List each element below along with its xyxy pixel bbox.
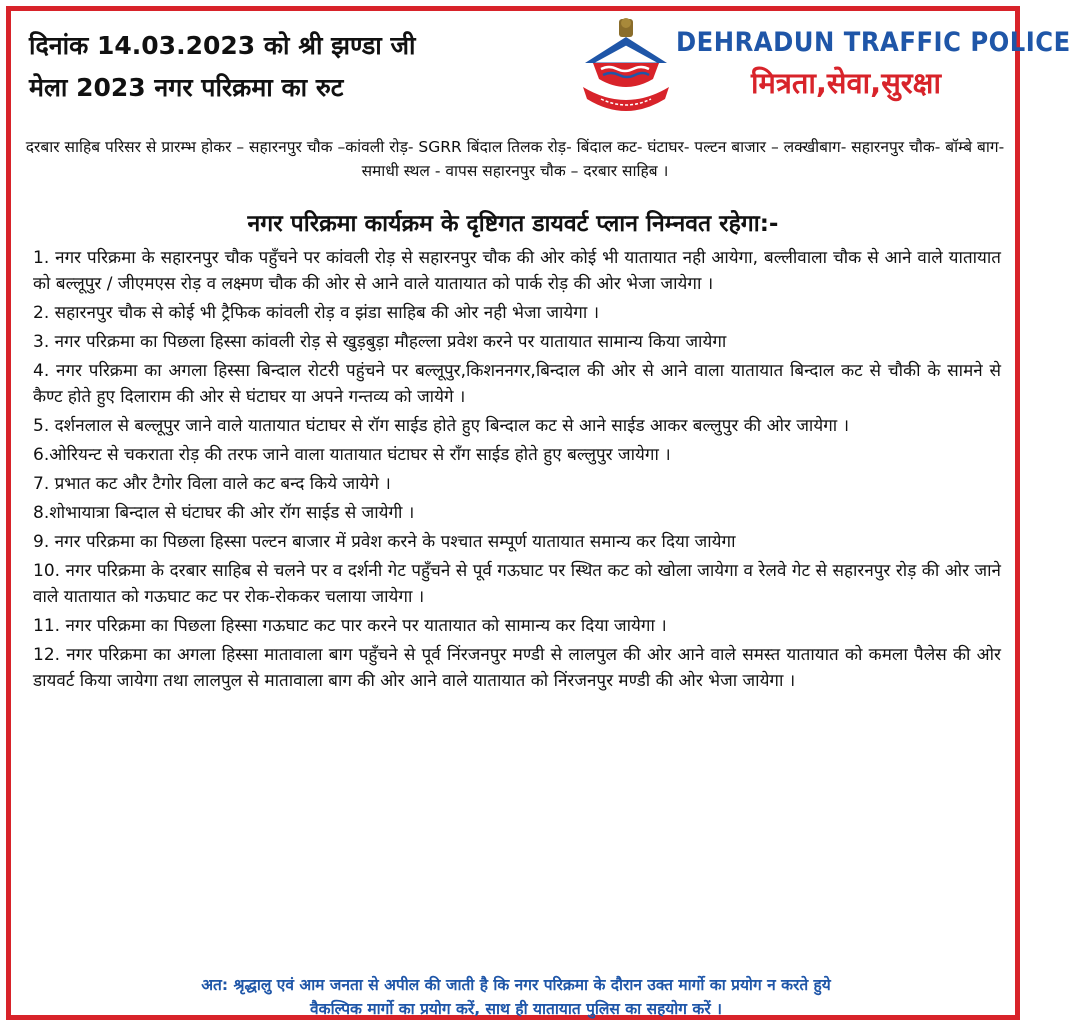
title-line-1: दिनांक 14.03.2023 को श्री झण्डा जी: [29, 31, 416, 60]
list-item: 9. नगर परिक्रमा का पिछला हिस्सा पल्टन बाजार में प्रवेश करने के पश्चात सम्पूर्ण यातायात समान्य कर दिया जायेगा: [33, 532, 736, 552]
diversion-points-list: [33, 245, 1001, 697]
list-item: 11. नगर परिक्रमा का पिछला हिस्सा गऊघाट कट पार करने पर यातायात को सामान्य कर दिया जायेगा ।: [33, 616, 667, 636]
list-item: 1. नगर परिक्रमा के सहारनपुर चौक पहुँचने पर कांवली रोड़ से सहारनपुर चौक की ओर कोई भी यातायात नही आयेगा, बल्लीवाला चौक से आने वाले यातायात को बल्लूपुर / जीएमएस रोड़ व लक्ष्मण चौक की ओर से आने वाले यातायात को पार्क रोड़ की ओर भेजा जायेगा ।: [33, 248, 1001, 294]
list-item: 6.ओरियन्ट से चकराता रोड़ की तरफ जाने वाला यातायात घंटाघर से रॉंग साईड होते हुए बल्लुपुर जायेगा ।: [33, 445, 671, 465]
uttarakhand-police-emblem-icon: [571, 15, 681, 125]
brand-block: [676, 25, 1071, 105]
header: [11, 11, 1071, 126]
public-appeal: [51, 973, 981, 1021]
brand-name: DEHRADUN TRAFFIC POLICE: [676, 27, 1071, 58]
list-item: 10. नगर परिक्रमा के दरबार साहिब से चलने पर व दर्शनी गेट पहुँचने से पूर्व गऊघाट पर स्थित कट को खोला जायेगा व रेलवे गेट से सहारनपुर रोड़ की ओर जाने वाले यातायात को गऊघाट कट पर रोक-रोककर चलाया जायेगा ।: [33, 561, 1001, 607]
appeal-line-2: वैकल्पिक मार्गो का प्रयोग करें, साथ ही यातायात पुलिस का सहयोग करें ।: [310, 1000, 722, 1018]
diversion-title: नगर परिक्रमा कार्यक्रम के दृष्टिगत डायवर्ट प्लान निम्नवत रहेगा:-: [247, 211, 779, 237]
list-item: 4. नगर परिक्रमा का अगला हिस्सा बिन्दाल रोटरी पहुंचने पर बल्लूपुर,किशननगर,बिन्दाल की ओर से आने वाला यातायात बिन्दाल कट से चौकी के सामने से कैण्ट होते हुए दिलाराम की ओर से घंटाघर या अपने गन्तव्य को जायेगे ।: [33, 361, 1001, 407]
list-item: 8.शोभायात्रा बिन्दाल से घंटाघर की ओर रॉग साईड से जायेगी ।: [33, 503, 415, 523]
list-item: 2. सहारनपुर चौक से कोई भी ट्रैफिक कांवली रोड़ व झंडा साहिब की ओर नही भेजा जायेगा ।: [33, 303, 600, 323]
list-item: 3. नगर परिक्रमा का पिछला हिस्सा कांवली रोड़ से खुड़बुड़ा मौहल्ला प्रवेश करने पर यातायात सामान्य किया जायेगा: [33, 332, 727, 352]
list-item: 7. प्रभात कट और टैगोर विला वाले कट बन्द किये जायेगे ।: [33, 474, 391, 494]
list-item: 5. दर्शनलाल से बल्लूपुर जाने वाले यातायात घंटाघर से रॉग साईड होते हुए बिन्दाल कट से आने साईड आकर बल्लुपुर की ओर जायेगा ।: [33, 416, 850, 436]
title-line-2: मेला 2023 नगर परिक्रमा का रुट: [29, 73, 344, 102]
notice-title: [29, 25, 549, 109]
list-item: 12. नगर परिक्रमा का अगला हिस्सा मातावाला बाग पहुँचने से पूर्व निंरजनपुर मण्डी से लालपुल की ओर आने वाले समस्त यातायात को कमला पैलेस की ओर डायवर्ट किया जायेगा तथा लालपुल से मातावाला बाग की ओर आने वाले यातायात को निंरजनपुर मण्डी की ओर भेजा जायेगा ।: [33, 645, 1001, 691]
appeal-line-1: अत: श्रृद्धालु एवं आम जनता से अपील की जाती है कि नगर परिक्रमा के दौरान उक्त मार्गो का प्रयोग न करते हुये: [201, 976, 831, 994]
notice-frame: [6, 6, 1071, 1020]
brand-motto: मित्रता,सेवा,सुरक्षा: [751, 66, 941, 100]
route-description: दरबार साहिब परिसर से प्रारम्भ होकर – सहारनपुर चौक –कांवली रोड़- SGRR बिंदाल तिलक रोड़- बिंदाल कट- घंटाघर- पल्टन बाजार – लक्खीबाग- सहारनपुर चौक- बॉम्बे बाग- समाधी स्थल - वापस सहारनपुर चौक – दरबार साहिब ।: [25, 138, 1005, 180]
